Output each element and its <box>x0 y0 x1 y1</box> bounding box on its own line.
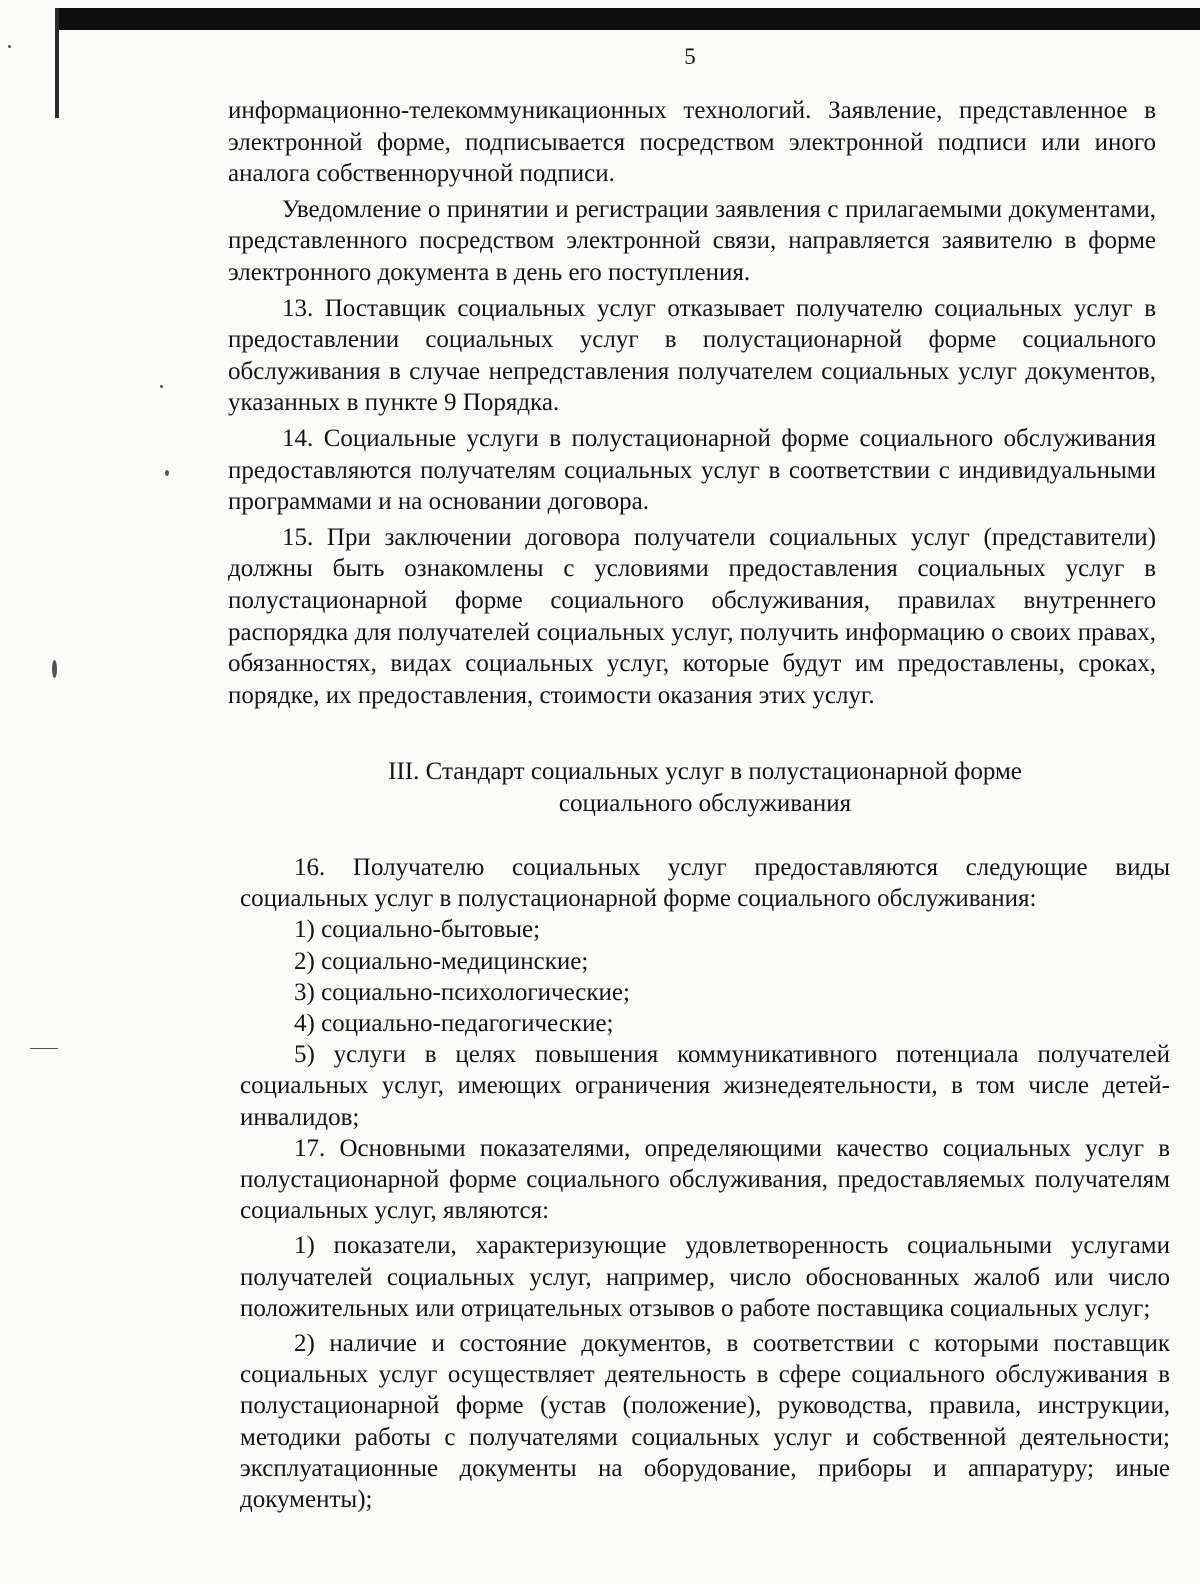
paragraph-notification: Уведомление о принятии и регистрации заявления с прилагаемыми документами, представленного посредством электронной связи, направляется заявителю в форме электронного документа в день его поступления. <box>228 195 1156 286</box>
scan-top-border <box>55 8 1200 30</box>
section-heading-line1: III. Стандарт социальных услуг в полустационарной форме <box>388 758 1022 785</box>
scan-speck <box>52 660 57 678</box>
section-heading-line2: социального обслуживания <box>558 790 852 817</box>
scan-speck <box>160 385 163 388</box>
text-block-upper <box>228 95 1156 711</box>
paragraph-13: 13. Поставщик социальных услуг отказывает получателю социальных услуг в предоставлении социальных услуг в полустационарной форме социального обслуживания в случае непредставления получателем социальных услуг документов, указанных в пункте 9 Порядка. <box>228 294 1156 417</box>
paragraph-17: 17. Основными показателями, определяющими качество социальных услуг в полустационарной форме социального обслуживания, предоставляемых получателям социальных услуг, являются: <box>240 1134 1170 1225</box>
page-number: 5 <box>684 44 696 69</box>
list-item: 2) наличие и состояние документов, в соответствии с которыми поставщик социальных услуг осуществляет деятельность в сфере социального обслуживания в полустационарной форме (устав (положение), руководства, правила, инструкции, методики работы с получателями социальных услуг и собственной деятельности; эксплуатационные документы на оборудование, приборы и аппаратуру; иные документы); <box>240 1330 1170 1514</box>
scan-speck <box>165 470 169 476</box>
section-heading <box>240 756 1170 820</box>
list-item: 1) показатели, характеризующие удовлетворенность социальными услугами получателей социальных услуг, например, число обоснованных жалоб или число положительных или отрицательных отзывов о работе поставщика социальных услуг; <box>240 1232 1170 1322</box>
text-block-lower <box>240 852 1170 1515</box>
list-item: 4) социально-педагогические; <box>294 1010 614 1038</box>
list-item: 5) услуги в целях повышения коммуникативного потенциала получателей социальных услуг, имеющих ограничения жизнедеятельности, в том числе детей-инвалидов; <box>240 1041 1170 1131</box>
paragraph-16: 16. Получателю социальных услуг предоставляются следующие виды социальных услуг в полустационарной форме социального обслуживания: <box>240 854 1170 913</box>
scan-speck <box>8 45 11 48</box>
list-item: 1) социально-бытовые; <box>294 916 541 944</box>
scan-speck <box>30 1048 58 1049</box>
list-item: 3) социально-психологические; <box>294 978 630 1006</box>
paragraph-14: 14. Социальные услуги в полустационарной форме социального обслуживания предоставляются получателям социальных услуг в соответствии с индивидуальными программами и на основании договора. <box>228 424 1156 516</box>
list-item: 2) социально-медицинские; <box>294 947 589 975</box>
paragraph-15: 15. При заключении договора получатели социальных услуг (представители) должны быть ознакомлены с условиями предоставления социальных услуг в полустационарной форме социального обслуживания, правилах внутреннего распорядка для получателей социальных услуг, получить информацию о своих правах, обязанностях, видах социальных услуг, которые будут им предоставлены, сроках, порядке, их предоставления, стоимости оказания этих услуг. <box>228 523 1156 709</box>
paragraph-continuation: информационно-телекоммуникационных технологий. Заявление, представленное в электронной форме, подписывается посредством электронной подписи или иного аналога собственноручной подписи. <box>228 97 1156 188</box>
